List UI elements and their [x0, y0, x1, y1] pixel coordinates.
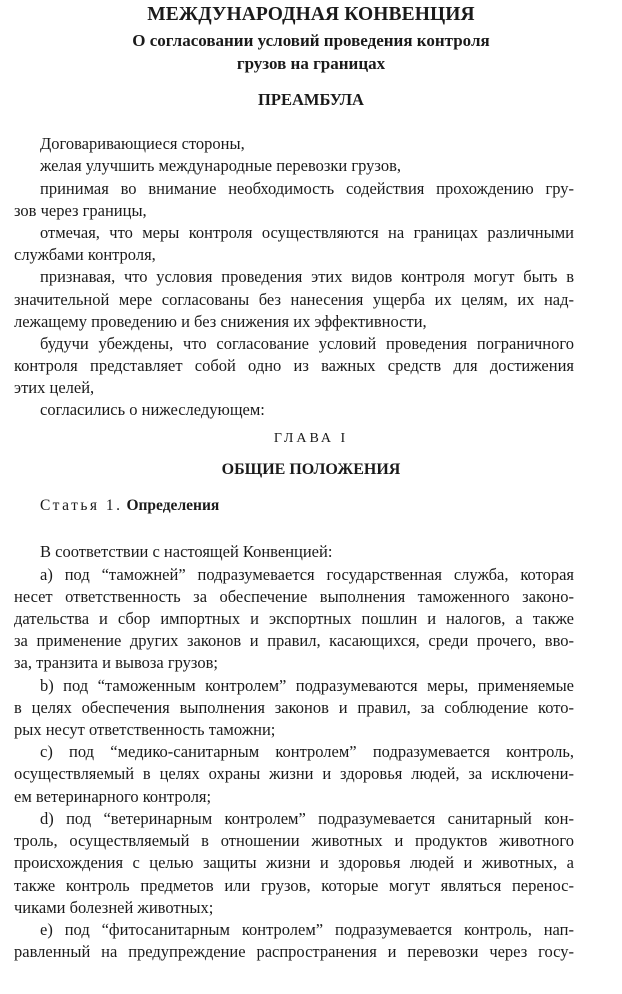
definition-line: равленный на предупреждение распространения и перевозки через госу-: [14, 942, 574, 961]
document-title: МЕЖДУНАРОДНАЯ КОНВЕНЦИЯ: [147, 4, 475, 25]
preamble-line: этих целей,: [14, 378, 95, 397]
definition-line: несет ответственность за обеспечение выполнения таможенного законо-: [14, 587, 574, 606]
article-label: Статья 1.: [40, 497, 123, 514]
document-subtitle-line-1: О согласовании условий проведения контроля: [132, 31, 490, 50]
article-title: Определения: [126, 497, 220, 514]
preamble-line: признавая, что условия проведения этих видов контроля могут быть в: [40, 267, 574, 286]
preamble-line: принимая во внимание необходимость содействия прохождению гру-: [40, 179, 574, 198]
chapter-label: ГЛАВА I: [273, 431, 349, 446]
definition-line: e) под “фитосанитарным контролем” подразумевается контроль, нап-: [40, 920, 574, 939]
definition-line: c) под “медико-санитарным контролем” подразумевается контроль,: [40, 742, 574, 761]
definition-line: рых несут ответственность таможни;: [14, 720, 276, 739]
chapter-title: ОБЩИЕ ПОЛОЖЕНИЯ: [221, 461, 401, 478]
definition-line: b) под “таможенным контролем” подразумеваются меры, применяемые: [40, 676, 574, 695]
definition-line: чиками болезней животных;: [14, 898, 214, 917]
definition-line: осуществляемый в целях охраны жизни и здоровья людей, за исключени-: [14, 764, 574, 783]
preamble-line: Договаривающиеся стороны,: [40, 134, 245, 153]
preamble-line: значительной мере согласованы без нанесения ущерба их целям, их над-: [14, 290, 574, 309]
preamble-line: отмечая, что меры контроля осуществляются на границах различными: [40, 223, 574, 242]
preamble-line: контроля представляет собой одно из важных средств для достижения: [14, 356, 574, 375]
preamble-line: зов через границы,: [14, 201, 147, 220]
preamble-line: лежащему проведению и без снижения их эффективности,: [14, 312, 427, 331]
definition-line: В соответствии с настоящей Конвенцией:: [40, 542, 333, 561]
definition-line: в целях обеспечения выполнения законов и правил, за соблюдение кото-: [14, 698, 574, 717]
preamble-line: будучи убеждены, что согласование условий проведения пограничного: [40, 334, 574, 353]
definition-line: троль, осуществляемый в отношении животных и продуктов животного: [14, 831, 574, 850]
preamble-heading: ПРЕАМБУЛА: [258, 90, 364, 109]
preamble-line: желая улучшить международные перевозки грузов,: [40, 156, 402, 175]
definition-line: d) под “ветеринарным контролем” подразумевается санитарный кон-: [40, 809, 574, 828]
definition-line: ем ветеринарного контроля;: [14, 787, 212, 806]
document-subtitle-line-2: грузов на границах: [236, 54, 386, 73]
definition-line: за применение других законов и правил, касающихся, среди прочего, вво-: [14, 631, 574, 650]
definition-line: a) под “таможней” подразумевается государственная служба, которая: [40, 565, 574, 584]
preamble-line: согласились о нижеследующем:: [40, 400, 265, 419]
definition-line: за, транзита и вывоза грузов;: [14, 653, 218, 672]
definition-line: также контроль предметов или грузов, которые могут являться перенос-: [14, 876, 574, 895]
definition-line: дательства и сбор импортных и экспортных пошлин и налогов, а также: [14, 609, 574, 628]
article-heading: [40, 497, 219, 515]
definition-line: происхождения с целью защиты жизни и здоровья людей и животных, а: [14, 853, 574, 872]
preamble-line: службами контроля,: [14, 245, 156, 264]
